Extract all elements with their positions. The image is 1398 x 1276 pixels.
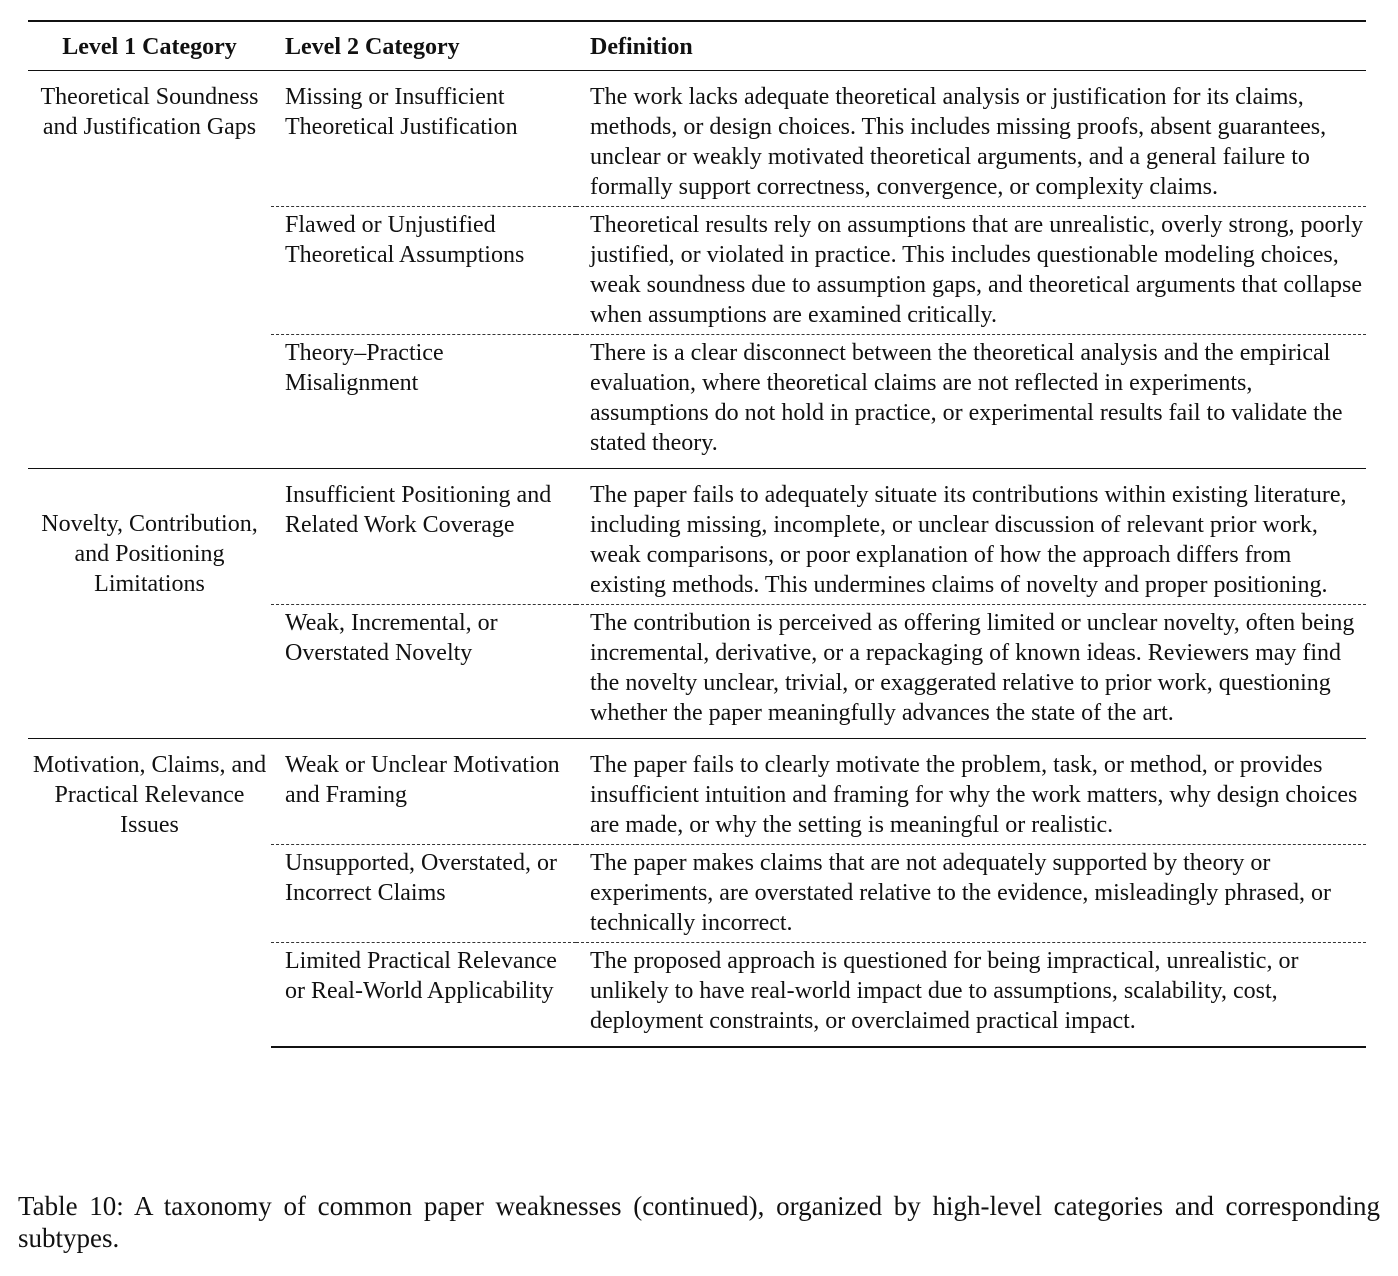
level2-cell: Flawed or Unjustified Theoretical Assumptions: [271, 207, 576, 335]
header-definition: Definition: [590, 34, 693, 60]
table-body: [28, 71, 1366, 1048]
table-row: [28, 739, 1366, 845]
definition-cell: The paper fails to clearly motivate the problem, task, or method, or provides insufficient intuition and framing for why the work matters, why design choices are made, or why the setting is meaningful or realistic.: [576, 739, 1366, 845]
level1-cell-novelty: Novelty, Contribution, and Positioning Limitations: [28, 469, 271, 739]
level2-cell: Limited Practical Relevance or Real-World Applicability: [271, 943, 576, 1048]
level2-cell: Insufficient Positioning and Related Work Coverage: [271, 469, 576, 605]
table-row: [28, 469, 1366, 605]
definition-cell: The paper fails to adequately situate its contributions within existing literature, including missing, incomplete, or unclear discussion of relevant prior work, weak comparisons, or poor explanation of how the approach differs from existing methods. This undermines claims of novelty and proper positioning.: [576, 469, 1366, 605]
level2-cell: Missing or Insufficient Theoretical Justification: [285, 84, 518, 140]
taxonomy-table: [28, 20, 1366, 1048]
header-row: [28, 21, 1366, 71]
definition-cell: The paper makes claims that are not adequately supported by theory or experiments, are overstated relative to the evidence, misleadingly phrased, or technically incorrect.: [576, 845, 1366, 943]
definition-cell: The work lacks adequate theoretical analysis or justification for its claims, methods, or design choices. This includes missing proofs, absent guarantees, unclear or weakly motivated theoretical arguments, and a general failure to formally support correctness, convergence, or complexity claims.: [590, 84, 1327, 200]
definition-cell: There is a clear disconnect between the theoretical analysis and the empirical evaluation, where theoretical claims are not reflected in experiments, assumptions do not hold in practice, or experimental results fail to validate the stated theory.: [576, 335, 1366, 469]
level2-cell: Weak or Unclear Motivation and Framing: [271, 739, 576, 845]
level2-cell: Weak, Incremental, or Overstated Novelty: [271, 605, 576, 739]
level2-cell: Theory–Practice Misalignment: [271, 335, 576, 469]
definition-cell: The proposed approach is questioned for being impractical, unrealistic, or unlikely to have real-world impact due to assumptions, scalability, cost, deployment constraints, or overclaimed practical impact.: [576, 943, 1366, 1048]
table-header: [28, 21, 1366, 71]
level2-cell: Unsupported, Overstated, or Incorrect Claims: [271, 845, 576, 943]
definition-cell: The contribution is perceived as offering limited or unclear novelty, often being incremental, derivative, or a repackaging of known ideas. Reviewers may find the novelty unclear, trivial, or exaggerated relative to prior work, questioning whether the paper meaningfully advances the state of the art.: [576, 605, 1366, 739]
level1-cell-motivation: Motivation, Claims, and Practical Relevance Issues: [28, 739, 271, 1048]
header-level1: Level 1 Category: [62, 34, 237, 60]
table-row: [28, 71, 1366, 207]
taxonomy-table-container: [28, 20, 1366, 1048]
table-caption: Table 10: A taxonomy of common paper weaknesses (continued), organized by high-level categories and corresponding subtypes.: [18, 1191, 1380, 1253]
level1-cell-theoretical: Theoretical Soundness and Justification Gaps: [40, 84, 259, 140]
header-level2: Level 2 Category: [285, 34, 460, 60]
definition-cell: Theoretical results rely on assumptions that are unrealistic, overly strong, poorly justified, or violated in practice. This includes questionable modeling choices, weak soundness due to assumption gaps, and theoretical arguments that collapse when assumptions are examined critically.: [576, 207, 1366, 335]
